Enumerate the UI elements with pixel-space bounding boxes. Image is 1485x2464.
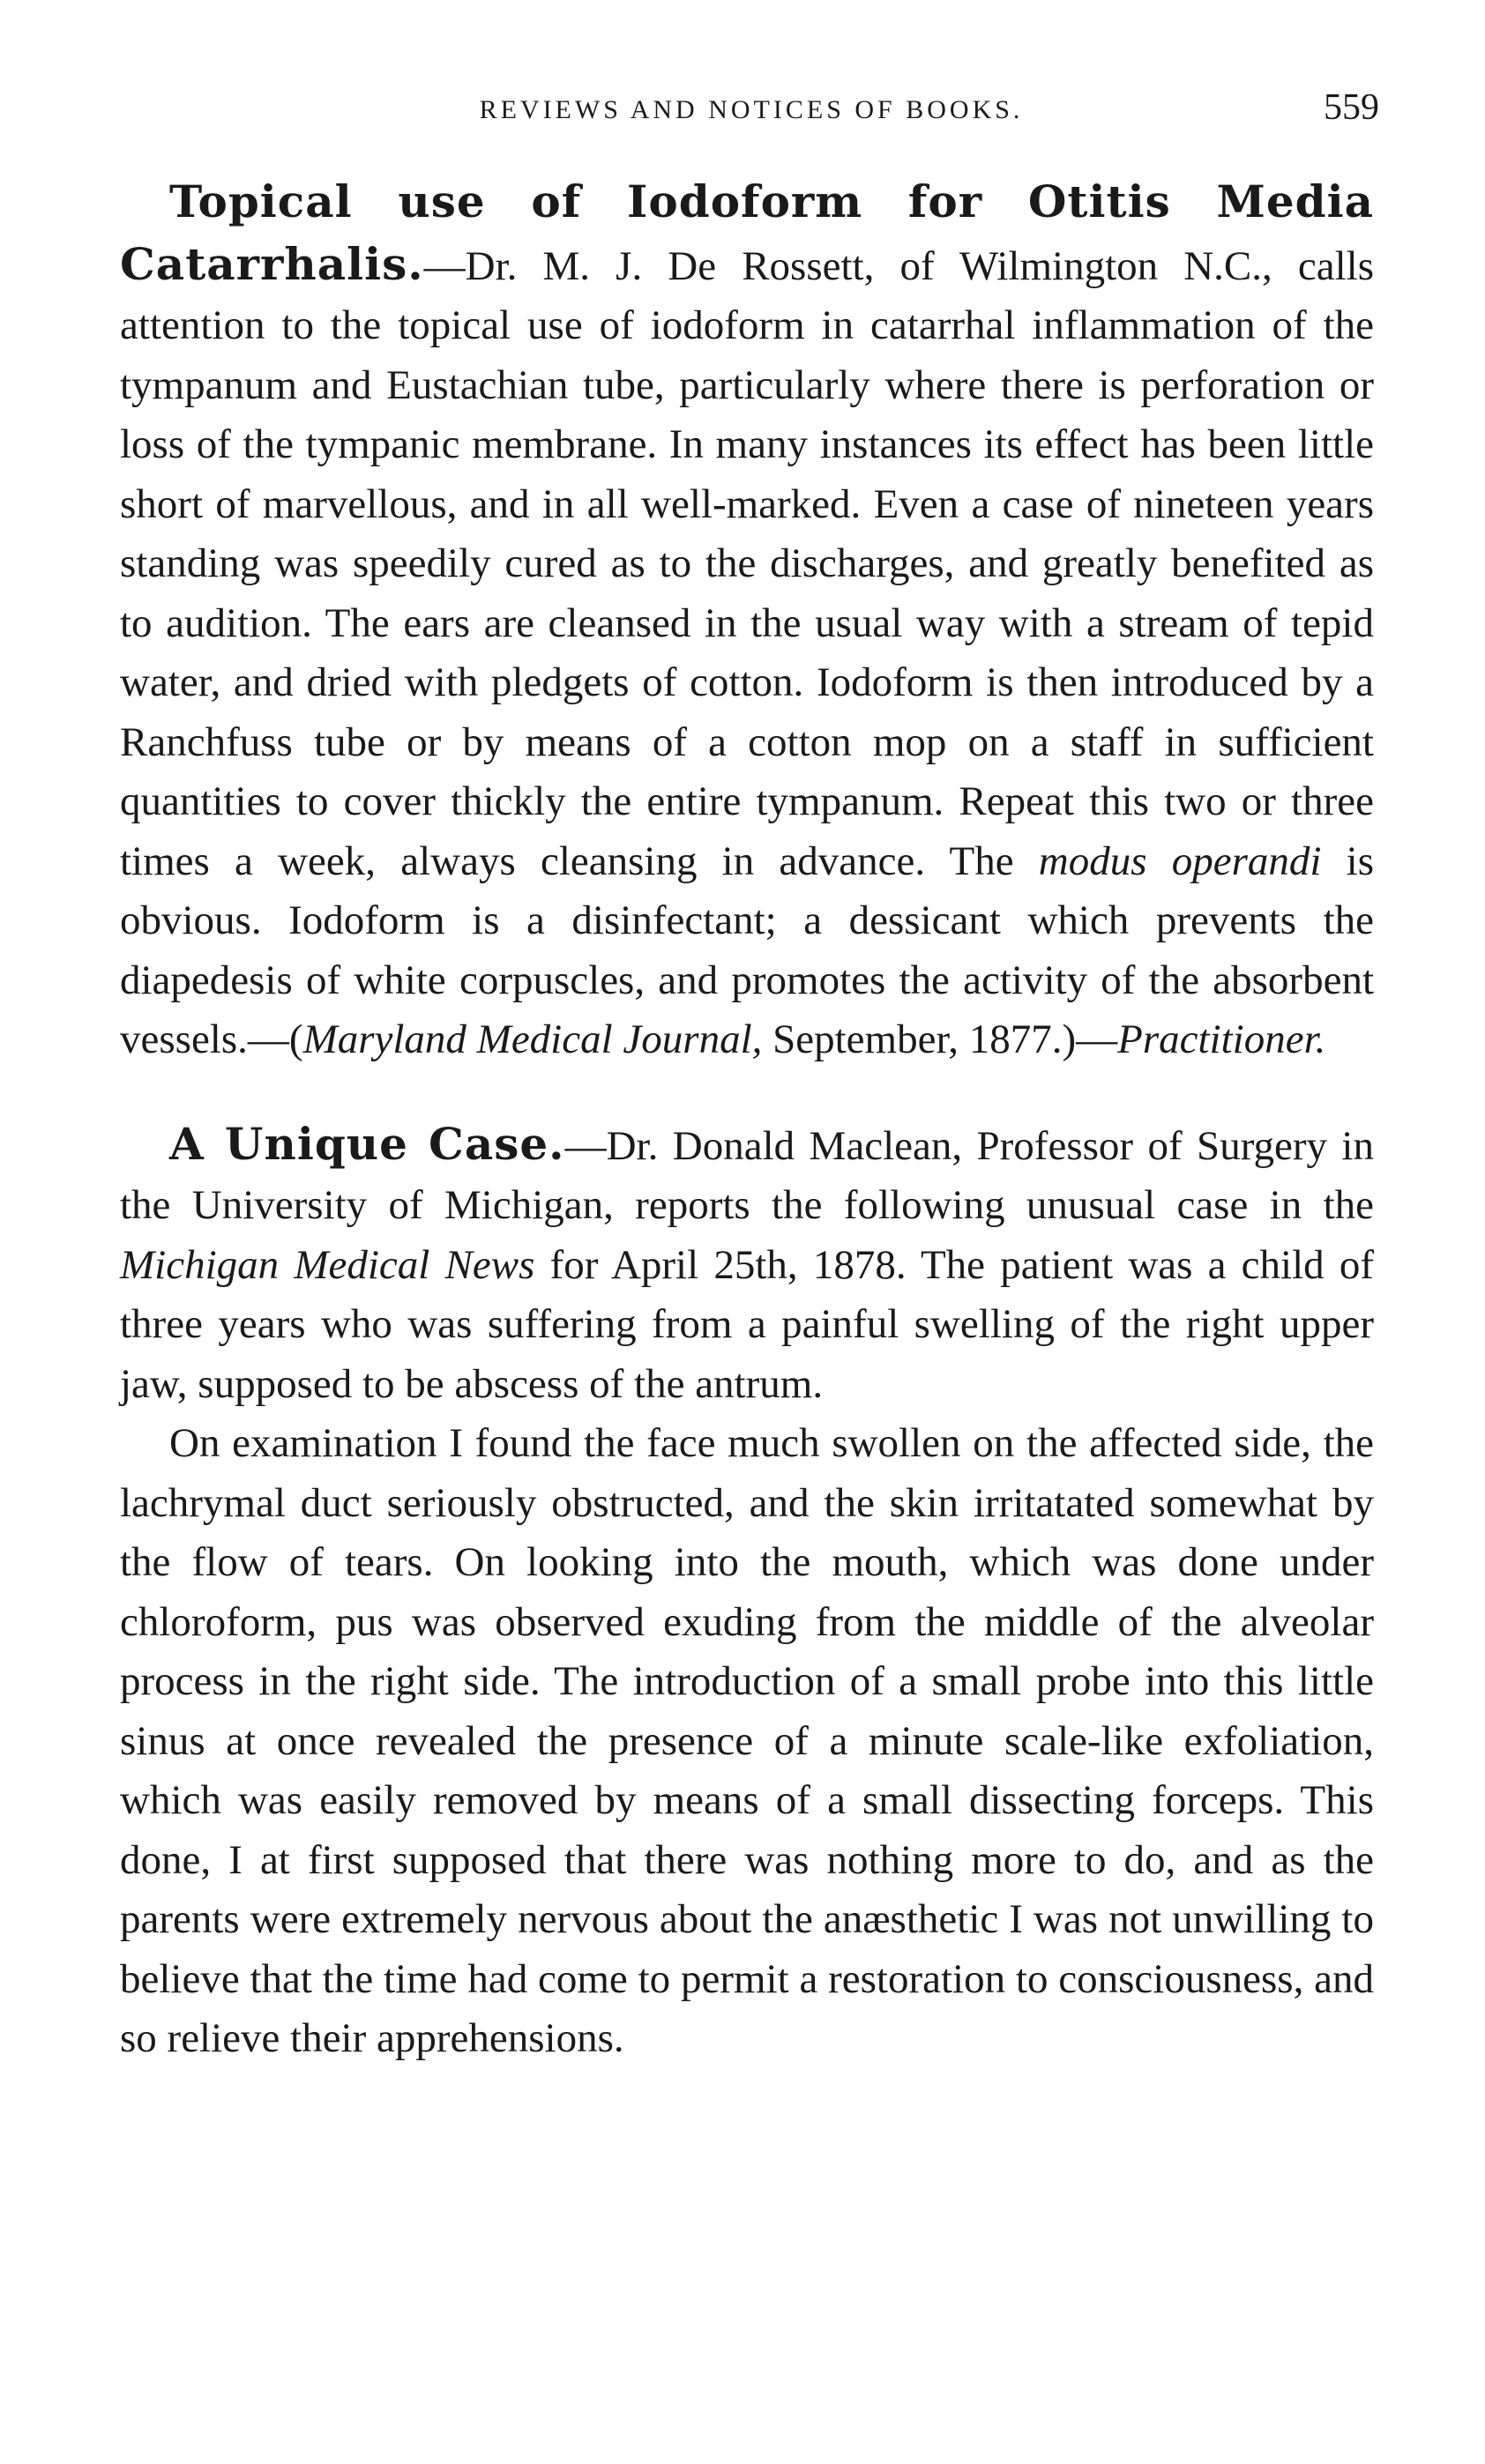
running-title: REVIEWS AND NOTICES OF BOOKS. [479,95,1024,124]
article-text: —Dr. M. J. De Rossett, of Wilmington N.C., calls attention to the topical use of iodoform in catarrhal inflammation of the tympanum and Eustachian tube, particularly where there is perforation or loss of the tympanic membrane. In many instances its effect has been little short of marvellous, and in all well-marked. Even a case of nineteen years standing was speedily cured as to the discharges, and greatly benefited as to audition. The ears are cleansed in the usual way with a stream of tepid water, and dried with pledgets of cotton. Iodoform is then introduced by a Ranchfuss tube or by means of a cotton mop on a staff in sufficient quantities to cover thickly the entire tympanum. Repeat this two or three times a week, always cleansing in advance. The [120,242,1374,884]
journal-citation: Michigan Medical News [120,1241,535,1288]
article-heading-unique-case: A Unique Case. [169,1117,565,1170]
article-text: —Dr. Donald Maclean, Professor of Surgery in the University of Michigan, reports the following unusual case in the [120,1122,1374,1228]
italic-term: modus operandi [1038,837,1322,884]
article-text: for April 25th, 1878. The patient was a child of three years who was suffering from a painful swelling of the right upper jaw, supposed to be abscess of the antrum. [120,1241,1374,1407]
article-unique-case [120,1114,1374,1415]
source-citation: Practitioner. [1117,1016,1326,1062]
article-heading-iodoform: Topical use of Iodoform for Otitis Media Catarrhalis. [120,175,1374,290]
page-body [120,172,1374,2069]
section-gap [120,1070,1374,1114]
article-text: is obvious. Iodoform is a disinfectant; a dessicant which prevents the diapedesis of white corpuscles, and promotes the activity of the absorbent vessels.—( [120,837,1374,1062]
article-text: September, 1877.)— [762,1016,1118,1062]
page-number: 559 [1324,87,1379,128]
running-head [123,86,1379,139]
journal-citation: Maryland Medical Journal, [302,1016,763,1062]
article-iodoform [120,172,1374,1070]
paragraph-examination: On examination I found the face much swollen on the affected side, the lachrymal duct seriously obstructed, and the skin irritatated somewhat by the flow of tears. On looking into the mouth, which was done under chloroform, pus was observed exuding from the middle of the alveolar process in the right side. The introduction of a small probe into this little sinus at once revealed the presence of a minute scale-like exfoliation, which was easily removed by means of a small dissecting forceps. This done, I at first supposed that there was nothing more to do, and as the parents were extremely nervous about the anæsthetic I was not unwilling to believe that the time had come to permit a restoration to consciousness, and so relieve their apprehensions. [120,1420,1374,2061]
